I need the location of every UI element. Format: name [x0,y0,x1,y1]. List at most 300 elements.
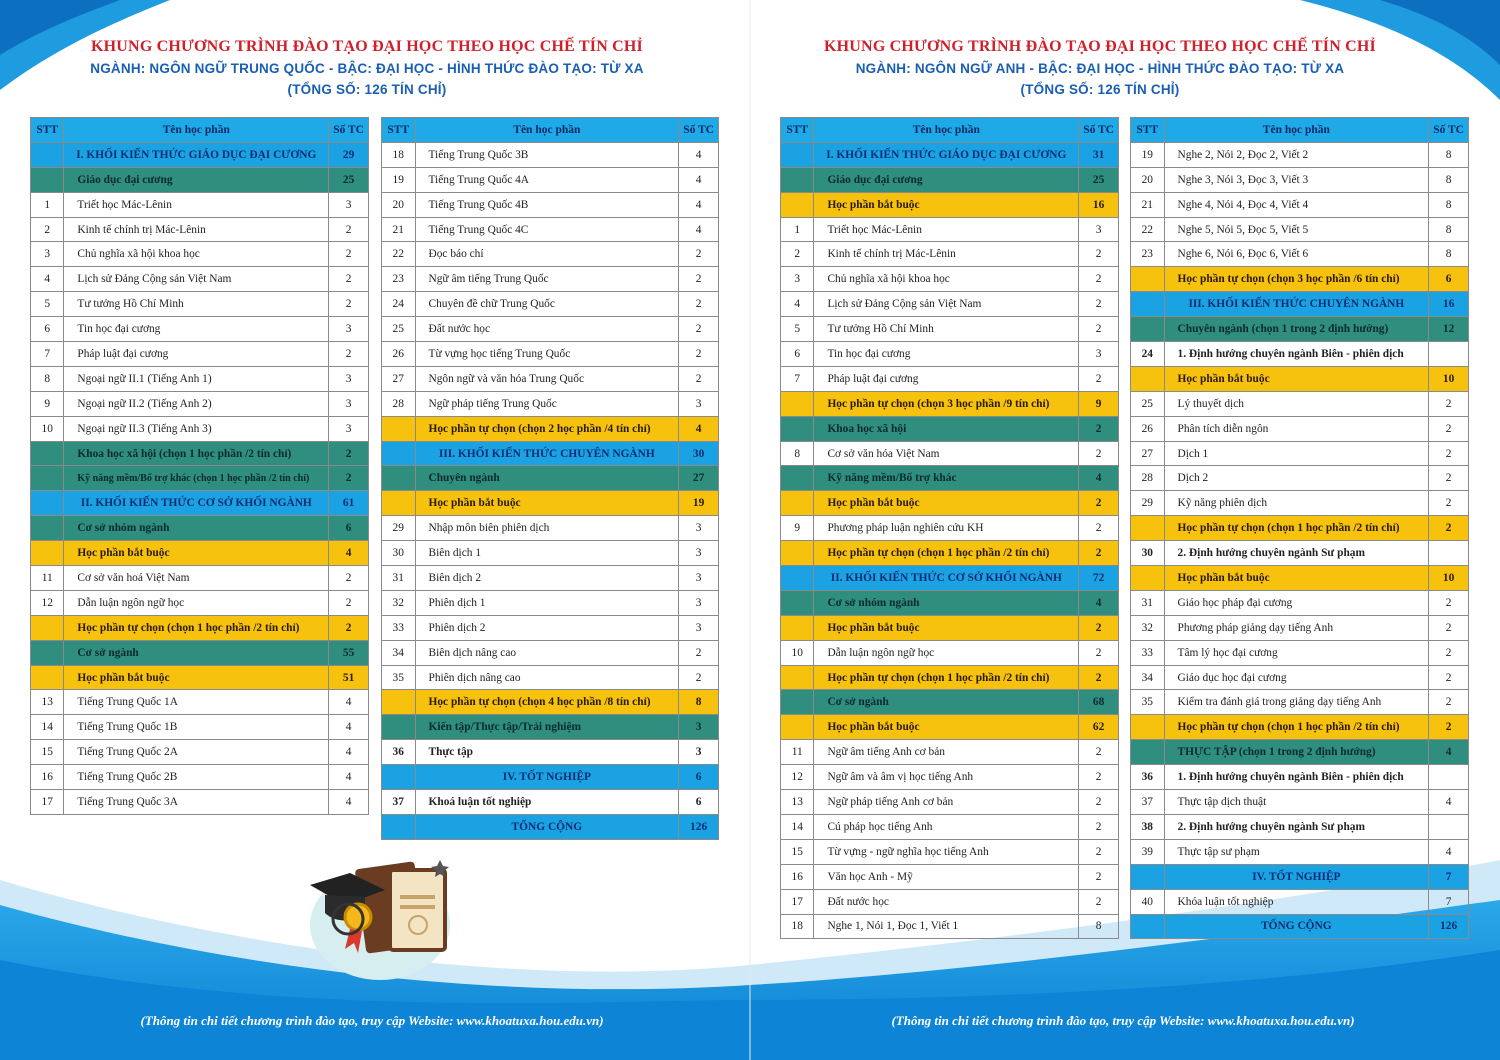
table-row [781,516,1119,541]
row-stt: 29 [382,516,416,541]
header-name: Tên học phần [415,118,679,143]
table-row [781,790,1119,815]
table-row [781,715,1119,740]
table-row [1131,541,1469,566]
row-stt: 26 [1131,416,1165,441]
row-stt [781,541,814,566]
row-stt: 12 [781,765,814,790]
row-course-name: Dẫn luận ngôn ngữ học [64,590,329,615]
table-row [1131,914,1469,939]
row-course-name: Dẫn luận ngôn ngữ học [814,640,1079,665]
table-row [31,640,369,665]
row-stt: 8 [781,441,814,466]
header-credits: Số TC [1079,118,1119,143]
row-course-name: Tiếng Trung Quốc 4C [415,217,679,242]
row-credits [1429,342,1469,367]
row-credits: 16 [1429,292,1469,317]
table-row [1131,889,1469,914]
row-credits: 2 [1429,715,1469,740]
row-course-name: Pháp luật đại cương [814,366,1079,391]
table-row [1131,516,1469,541]
row-course-name: Cú pháp học tiếng Anh [814,814,1079,839]
table-row [781,342,1119,367]
row-course-name: Pháp luật đại cương [64,342,329,367]
curriculum-table-1 [30,117,369,815]
table-row [781,317,1119,342]
curriculum-table-2 [1130,117,1469,939]
row-course-name: Nghe 4, Nói 4, Đọc 4, Viết 4 [1164,192,1429,217]
row-course-name: Chủ nghĩa xã hội khoa học [814,267,1079,292]
row-credits: 2 [1429,441,1469,466]
row-stt: 16 [31,765,64,790]
table-row [1131,317,1469,342]
table-row [382,790,719,815]
row-credits: 2 [679,292,719,317]
row-stt [31,665,64,690]
row-credits: 25 [329,167,369,192]
table-row [31,366,369,391]
table-row [781,566,1119,591]
row-course-name: Kỹ năng phiên dịch [1164,491,1429,516]
row-credits: 2 [679,242,719,267]
table-row [382,715,719,740]
row-credits: 2 [1079,516,1119,541]
row-stt: 5 [781,317,814,342]
row-credits: 2 [679,342,719,367]
row-stt [382,466,416,491]
row-course-name: Tiếng Trung Quốc 2B [64,765,329,790]
row-stt: 31 [382,566,416,591]
table-row [31,790,369,815]
table-row [31,292,369,317]
row-credits: 4 [329,765,369,790]
row-stt: 32 [382,590,416,615]
row-stt [781,416,814,441]
row-stt: 9 [781,516,814,541]
row-credits: 4 [329,715,369,740]
row-credits: 3 [1079,342,1119,367]
table-row [382,391,719,416]
row-stt [31,441,64,466]
row-stt [31,640,64,665]
row-stt: 10 [31,416,64,441]
table-row [1131,192,1469,217]
table-row [781,640,1119,665]
row-course-name: Tin học đại cương [814,342,1079,367]
table-row [781,839,1119,864]
row-credits: 2 [1429,590,1469,615]
right-page [750,0,1500,1060]
row-stt [382,416,416,441]
row-credits: 6 [679,790,719,815]
table-row [31,715,369,740]
row-course-name: 1. Định hướng chuyên ngành Biên - phiên dịch [1164,765,1429,790]
row-stt [382,814,416,839]
row-course-name: Học phần tự chọn (chọn 1 học phần /2 tín chỉ) [64,615,329,640]
curriculum-table-1 [780,117,1119,939]
table-row [781,267,1119,292]
row-course-name: Chuyên đề chữ Trung Quốc [415,292,679,317]
row-course-name: Tiếng Trung Quốc 1A [64,690,329,715]
row-stt: 35 [382,665,416,690]
row-stt [382,715,416,740]
row-credits: 8 [1079,914,1119,939]
row-stt: 13 [781,790,814,815]
row-stt: 20 [382,192,416,217]
row-course-name: Ngoại ngữ II.2 (Tiếng Anh 2) [64,391,329,416]
row-stt [781,167,814,192]
table-row [31,142,369,167]
row-course-name: Kinh tế chính trị Mác-Lênin [64,217,329,242]
row-credits: 2 [1079,615,1119,640]
row-credits: 2 [1079,267,1119,292]
table-row [382,292,719,317]
row-stt: 19 [382,167,416,192]
table-row [31,242,369,267]
table-row [781,441,1119,466]
row-stt [1131,864,1165,889]
table-row [382,765,719,790]
row-course-name: Kỹ năng mềm/Bổ trợ khác (chọn 1 học phần /2 tín chỉ) [64,466,329,491]
row-course-name: Học phần tự chọn (chọn 4 học phần /8 tín chỉ) [415,690,679,715]
row-credits: 2 [1079,242,1119,267]
row-stt: 3 [31,242,64,267]
row-stt [1131,914,1165,939]
row-course-name: Ngữ pháp tiếng Anh cơ bản [814,790,1079,815]
row-course-name: Học phần bắt buộc [814,491,1079,516]
row-course-name: Ngoại ngữ II.3 (Tiếng Anh 3) [64,416,329,441]
row-stt [1131,566,1165,591]
row-credits: 25 [1079,167,1119,192]
row-stt: 12 [31,590,64,615]
row-stt: 32 [1131,615,1165,640]
row-stt: 24 [382,292,416,317]
row-stt [781,391,814,416]
row-course-name: II. KHỐI KIẾN THỨC CƠ SỞ KHỐI NGÀNH [64,491,329,516]
table-row [1131,342,1469,367]
row-credits: 6 [329,516,369,541]
header-stt: STT [781,118,814,143]
row-credits: 4 [679,192,719,217]
row-credits: 4 [329,690,369,715]
table-row [1131,690,1469,715]
row-course-name: Đất nước học [814,889,1079,914]
page-title: KHUNG CHƯƠNG TRÌNH ĐÀO TẠO ĐẠI HỌC THEO HỌC CHẾ TÍN CHỈ [824,38,1376,55]
row-credits: 6 [679,765,719,790]
row-stt: 30 [382,541,416,566]
row-credits: 2 [1079,864,1119,889]
table-row [31,342,369,367]
row-stt [31,142,64,167]
row-course-name: II. KHỐI KIẾN THỨC CƠ SỞ KHỐI NGÀNH [814,566,1079,591]
row-stt: 11 [781,740,814,765]
row-course-name: Ngữ âm tiếng Anh cơ bản [814,740,1079,765]
row-course-name: Giáo dục đại cương [64,167,329,192]
row-stt: 9 [31,391,64,416]
row-stt: 27 [382,366,416,391]
row-credits: 2 [329,466,369,491]
row-credits: 2 [1429,690,1469,715]
table-row [382,317,719,342]
row-stt: 28 [382,391,416,416]
table-row [781,466,1119,491]
row-course-name: TỔNG CỘNG [1164,914,1429,939]
table-row [781,217,1119,242]
row-stt: 25 [1131,391,1165,416]
row-stt: 28 [1131,466,1165,491]
row-course-name: Cơ sở văn hóa Việt Nam [814,441,1079,466]
row-stt: 4 [31,267,64,292]
table-row [31,590,369,615]
row-course-name: 2. Định hướng chuyên ngành Sư phạm [1164,541,1429,566]
row-stt [781,142,814,167]
total-credits: (TỔNG SỐ: 126 TÍN CHỈ) [287,82,447,97]
row-stt [31,615,64,640]
row-credits: 2 [329,615,369,640]
row-course-name: Tiếng Trung Quốc 2A [64,740,329,765]
table-row [781,541,1119,566]
row-credits: 2 [329,590,369,615]
row-course-name: Phương pháp giảng dạy tiếng Anh [1164,615,1429,640]
header-stt: STT [31,118,64,143]
row-course-name: Học phần tự chọn (chọn 1 học phần /2 tín chỉ) [1164,715,1429,740]
row-course-name: Từ vựng học tiếng Trung Quốc [415,342,679,367]
row-stt [781,590,814,615]
row-stt: 21 [1131,192,1165,217]
row-credits [1429,814,1469,839]
table-row [1131,292,1469,317]
table-row [382,590,719,615]
row-credits: 72 [1079,566,1119,591]
row-stt: 34 [382,640,416,665]
row-stt: 35 [1131,690,1165,715]
row-course-name: Học phần tự chọn (chọn 1 học phần /2 tín chỉ) [1164,516,1429,541]
row-course-name: III. KHỐI KIẾN THỨC CHUYÊN NGÀNH [1164,292,1429,317]
page-subtitle: NGÀNH: NGÔN NGỮ TRUNG QUỐC - BẬC: ĐẠI HỌC - HÌNH THỨC ĐÀO TẠO: TỪ XA [90,61,644,76]
row-credits: 3 [679,516,719,541]
row-course-name: Cơ sở nhóm ngành [814,590,1079,615]
row-course-name: Kỹ năng mềm/Bổ trợ khác [814,466,1079,491]
row-stt: 30 [1131,541,1165,566]
header-credits: Số TC [679,118,719,143]
row-course-name: Nghe 3, Nói 3, Đọc 3, Viết 3 [1164,167,1429,192]
row-credits: 2 [1429,640,1469,665]
table-header [781,118,1119,143]
table-row [31,765,369,790]
row-course-name: Đất nước học [415,317,679,342]
row-credits: 3 [1079,217,1119,242]
row-stt: 36 [1131,765,1165,790]
row-credits: 2 [1079,790,1119,815]
row-course-name: Khoá luận tốt nghiệp [415,790,679,815]
row-credits: 6 [1429,267,1469,292]
table-row [31,167,369,192]
row-stt: 14 [31,715,64,740]
row-credits: 2 [1079,665,1119,690]
row-credits: 2 [329,566,369,591]
row-credits: 2 [679,317,719,342]
row-course-name: Biên dịch 1 [415,541,679,566]
table-row [1131,839,1469,864]
row-credits: 3 [679,590,719,615]
table-row [781,590,1119,615]
row-stt [31,516,64,541]
row-credits: 3 [329,317,369,342]
table-row [31,192,369,217]
row-credits: 8 [679,690,719,715]
table-row [1131,491,1469,516]
row-credits: 2 [1079,366,1119,391]
row-stt [781,192,814,217]
row-course-name: III. KHỐI KIẾN THỨC CHUYÊN NGÀNH [415,441,679,466]
row-stt: 10 [781,640,814,665]
row-credits: 8 [1429,242,1469,267]
row-stt [31,541,64,566]
row-course-name: Học phần tự chọn (chọn 2 học phần /4 tín chỉ) [415,416,679,441]
row-credits: 2 [679,366,719,391]
total-credits: (TỔNG SỐ: 126 TÍN CHỈ) [1020,82,1180,97]
row-credits: 2 [1079,640,1119,665]
row-credits [1429,765,1469,790]
row-course-name: Dịch 2 [1164,466,1429,491]
row-stt: 5 [31,292,64,317]
row-course-name: Học phần tự chọn (chọn 1 học phần /2 tín chỉ) [814,541,1079,566]
row-stt: 23 [382,267,416,292]
table-row [1131,715,1469,740]
row-stt: 31 [1131,590,1165,615]
row-credits: 2 [1079,839,1119,864]
row-credits: 4 [1429,839,1469,864]
table-row [31,491,369,516]
table-row [781,167,1119,192]
row-stt: 29 [1131,491,1165,516]
table-row [781,665,1119,690]
row-credits: 2 [679,665,719,690]
table-row [781,391,1119,416]
row-course-name: Ngữ pháp tiếng Trung Quốc [415,391,679,416]
row-course-name: Đọc báo chí [415,242,679,267]
row-course-name: Cơ sở ngành [64,640,329,665]
row-course-name: Khóa luận tốt nghiệp [1164,889,1429,914]
row-stt: 22 [1131,217,1165,242]
row-credits: 68 [1079,690,1119,715]
row-credits: 4 [1429,740,1469,765]
row-course-name: Chuyên ngành (chọn 1 trong 2 định hướng) [1164,317,1429,342]
row-course-name: Khoa học xã hội [814,416,1079,441]
table-row [382,416,719,441]
row-course-name: Học phần bắt buộc [814,715,1079,740]
row-stt: 26 [382,342,416,367]
row-stt: 40 [1131,889,1165,914]
row-credits: 2 [1429,466,1469,491]
row-course-name: Học phần bắt buộc [814,615,1079,640]
row-credits: 2 [1079,541,1119,566]
row-credits: 2 [1079,491,1119,516]
row-stt: 1 [781,217,814,242]
table-row [1131,615,1469,640]
row-course-name: Nhập môn biên phiên dịch [415,516,679,541]
row-stt: 6 [31,317,64,342]
row-credits: 62 [1079,715,1119,740]
row-stt: 37 [382,790,416,815]
table-row [382,466,719,491]
page-title: KHUNG CHƯƠNG TRÌNH ĐÀO TẠO ĐẠI HỌC THEO HỌC CHẾ TÍN CHỈ [91,38,643,55]
row-credits: 16 [1079,192,1119,217]
row-credits: 19 [679,491,719,516]
footer-note: (Thông tin chi tiết chương trình đào tạo, truy cập Website: www.khoatuxa.hou.edu.vn) [140,1013,604,1028]
row-stt: 2 [781,242,814,267]
row-course-name: Tiếng Trung Quốc 3A [64,790,329,815]
table-row [1131,640,1469,665]
row-credits: 31 [1079,142,1119,167]
row-course-name: I. KHỐI KIẾN THỨC GIÁO DỤC ĐẠI CƯƠNG [64,142,329,167]
row-course-name: Cơ sở văn hoá Việt Nam [64,566,329,591]
row-stt: 8 [31,366,64,391]
row-course-name: Giáo dục học đại cương [1164,665,1429,690]
row-course-name: Thực tập [415,740,679,765]
row-course-name: I. KHỐI KIẾN THỨC GIÁO DỤC ĐẠI CƯƠNG [814,142,1079,167]
row-course-name: Tiếng Trung Quốc 1B [64,715,329,740]
row-credits: 8 [1429,142,1469,167]
row-credits: 2 [1079,441,1119,466]
table-row [1131,167,1469,192]
row-credits: 2 [1429,665,1469,690]
row-credits: 4 [679,142,719,167]
table-row [31,317,369,342]
row-credits: 2 [329,267,369,292]
table-header [1131,118,1469,143]
row-course-name: Cơ sở nhóm ngành [64,516,329,541]
table-row [382,217,719,242]
row-course-name: Học phần tự chọn (chọn 1 học phần /2 tín chỉ) [814,665,1079,690]
row-credits: 3 [679,391,719,416]
row-course-name: Ngữ âm và âm vị học tiếng Anh [814,765,1079,790]
row-stt: 34 [1131,665,1165,690]
curriculum-table-2 [381,117,719,840]
row-credits: 8 [1429,192,1469,217]
row-course-name: 1. Định hướng chuyên ngành Biên - phiên dịch [1164,342,1429,367]
row-stt [382,441,416,466]
table-row [382,167,719,192]
row-course-name: Phiên dịch 1 [415,590,679,615]
table-row [781,690,1119,715]
table-row [1131,765,1469,790]
table-header [31,118,369,143]
row-credits: 4 [1079,590,1119,615]
row-course-name: Giáo dục đại cương [814,167,1079,192]
row-course-name: Tiếng Trung Quốc 4B [415,192,679,217]
row-course-name: Triết học Mác-Lênin [64,192,329,217]
row-credits: 2 [1429,516,1469,541]
row-stt [1131,740,1165,765]
row-credits: 2 [1079,889,1119,914]
row-course-name: Cơ sở ngành [814,690,1079,715]
row-course-name: IV. TỐT NGHIỆP [1164,864,1429,889]
row-stt: 17 [31,790,64,815]
table-row [1131,441,1469,466]
table-row [1131,217,1469,242]
row-credits: 4 [329,541,369,566]
table-row [31,740,369,765]
row-course-name: Lý thuyết dịch [1164,391,1429,416]
table-row [382,192,719,217]
row-course-name: Phiên dịch 2 [415,615,679,640]
table-row [781,366,1119,391]
row-stt [382,690,416,715]
row-stt [382,765,416,790]
table-row [31,566,369,591]
row-stt: 39 [1131,839,1165,864]
